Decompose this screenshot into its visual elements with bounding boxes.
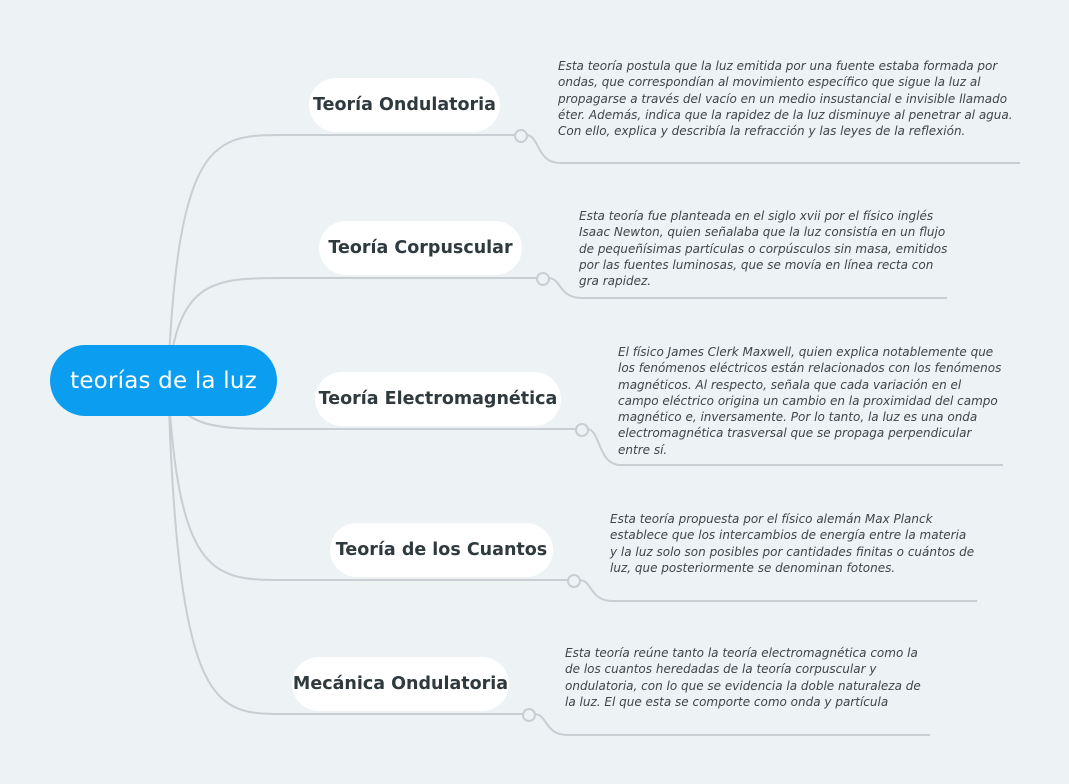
collapse-knob-mecanica[interactable] — [522, 708, 536, 722]
collapse-knob-electromagnetica[interactable] — [575, 423, 589, 437]
note-electromagnetica: El físico James Clerk Maxwell, quien explica notablemente que los fenómenos eléctricos están relacionados con los fenómenos magnéticos. Al respecto, señala que cada variación en el campo eléctrico origina un cambio en la proximidad del campo magnético e, inversamente. Por lo tanto, la luz es una onda electromagnética trasversal que se propaga perpendicular entre sí. — [618, 345, 1002, 457]
link-mecanica-underline — [534, 714, 930, 735]
root-node[interactable]: teorías de la luz — [50, 345, 277, 416]
collapse-knob-cuantos[interactable] — [567, 574, 581, 588]
topic-node-ondulatoria[interactable]: Teoría Ondulatoria — [309, 78, 500, 132]
topic-node-mecanica[interactable]: Mecánica Ondulatoria — [292, 657, 509, 711]
collapse-knob-corpuscular[interactable] — [536, 272, 550, 286]
note-ondulatoria: Esta teoría postula que la luz emitida por una fuente estaba formada por ondas, que correspondían al movimiento específico que sigue la luz al propagarse a través del vacío en un medio insustancial e invisible llamado éter. Además, indica que la rapidez de la luz disminuye al penetrar al agua. Con ello, explica y describía la refracción y las leyes de la reflexión. — [558, 59, 1013, 139]
topic-node-electromagnetica[interactable]: Teoría Electromagnética — [315, 372, 561, 426]
note-cuantos: Esta teoría propuesta por el físico alemán Max Planck establece que los intercambios de energía entre la materia y la luz solo son posibles por cantidades finitas o cuántos de luz, que posteriormente se denominan fotones. — [610, 512, 975, 575]
note-mecanica: Esta teoría reúne tanto la teoría electromagnética como la de los cuantos heredadas de la teoría corpuscular y ondulatoria, con lo que se evidencia la doble naturaleza de la luz. El que esta se comporte como onda y partícula — [565, 646, 921, 709]
link-cuantos-underline — [579, 580, 977, 601]
collapse-knob-ondulatoria[interactable] — [514, 129, 528, 143]
topic-node-corpuscular[interactable]: Teoría Corpuscular — [319, 221, 522, 275]
topic-node-cuantos[interactable]: Teoría de los Cuantos — [330, 523, 553, 577]
note-corpuscular: Esta teoría fue planteada en el siglo xvii por el físico inglés Isaac Newton, quien señalaba que la luz consistía en un flujo de pequeñísimas partículas o corpúsculos sin masa, emitidos por las fuentes luminosas, que se movía en línea recta con gra rapidez. — [579, 209, 948, 289]
